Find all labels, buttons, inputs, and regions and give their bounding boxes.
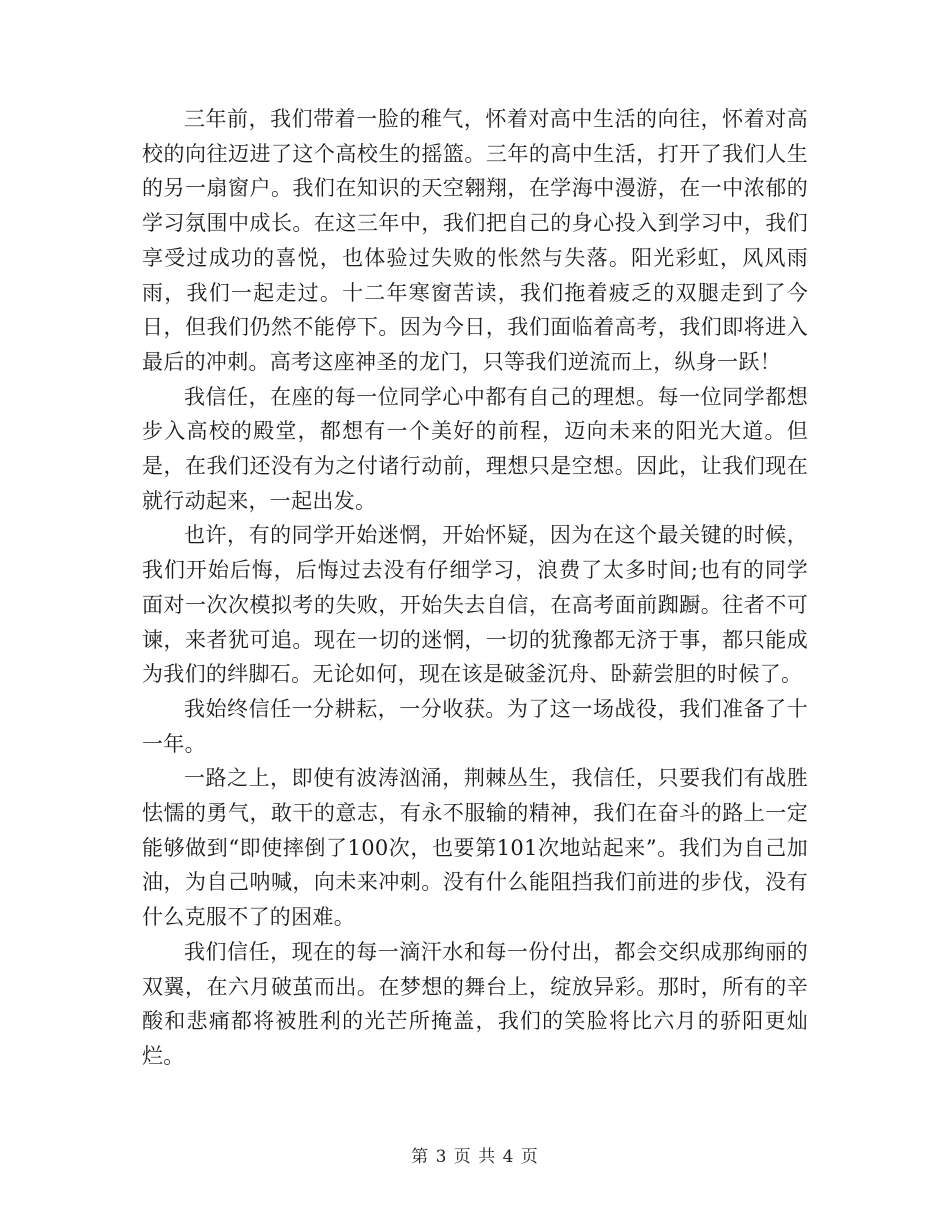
paragraph-6: 我们信任，现在的每一滴汗水和每一份付出，都会交织成那绚丽的双翼，在六月破茧而出。在梦想的舞台上，绽放异彩。那时，所有的辛酸和悲痛都将被胜利的光芒所掩盖，我们的笑脸将比六月的骄阳更灿烂。 <box>142 939 808 1068</box>
page-number-label: 第 3 页 共 4 页 <box>411 1147 539 1167</box>
paragraph-3: 也许，有的同学开始迷惘，开始怀疑，因为在这个最关键的时候，我们开始后悔，后悔过去没有仔细学习，浪费了太多时间;也有的同学面对一次次模拟考的失败，开始失去自信，在高考面前踟蹰。往者不可谏，来者犹可追。现在一切的迷惘，一切的犹豫都无济于事，都只能成为我们的绊脚石。无论如何，现在该是破釜沉舟、卧薪尝胆的时候了。 <box>142 523 808 687</box>
page-footer <box>0 1146 950 1168</box>
document-body <box>142 102 808 1074</box>
paragraph-2: 我信任，在座的每一位同学心中都有自己的理想。每一位同学都想步入高校的殿堂，都想有一个美好的前程，迈向未来的阳光大道。但是，在我们还没有为之付诸行动前，理想只是空想。因此，让我们现在就行动起来，一起出发。 <box>142 384 808 513</box>
paragraph-4: 我始终信任一分耕耘，一分收获。为了这一场战役，我们准备了十一年。 <box>142 696 808 756</box>
paragraph-5: 一路之上，即使有波涛汹涌，荆棘丛生，我信任，只要我们有战胜怯懦的勇气，敢干的意志，有永不服输的精神，我们在奋斗的路上一定能够做到“即使摔倒了100次，也要第101次地站起来”。我们为自己加油，为自己呐喊，向未来冲刺。没有什么能阻挡我们前进的步伐，没有什么克服不了的困难。 <box>142 766 808 930</box>
paragraph-1: 三年前，我们带着一脸的稚气，怀着对高中生活的向往，怀着对高校的向往迈进了这个高校生的摇篮。三年的高中生活，打开了我们人生的另一扇窗户。我们在知识的天空翱翔，在学海中漫游，在一中浓郁的学习氛围中成长。在这三年中，我们把自己的身心投入到学习中，我们享受过成功的喜悦，也体验过失败的怅然与失落。阳光彩虹，风风雨雨，我们一起走过。十二年寒窗苦读，我们拖着疲乏的双腿走到了今日，但我们仍然不能停下。因为今日，我们面临着高考，我们即将进入最后的冲刺。高考这座神圣的龙门，只等我们逆流而上，纵身一跃！ <box>142 107 808 374</box>
